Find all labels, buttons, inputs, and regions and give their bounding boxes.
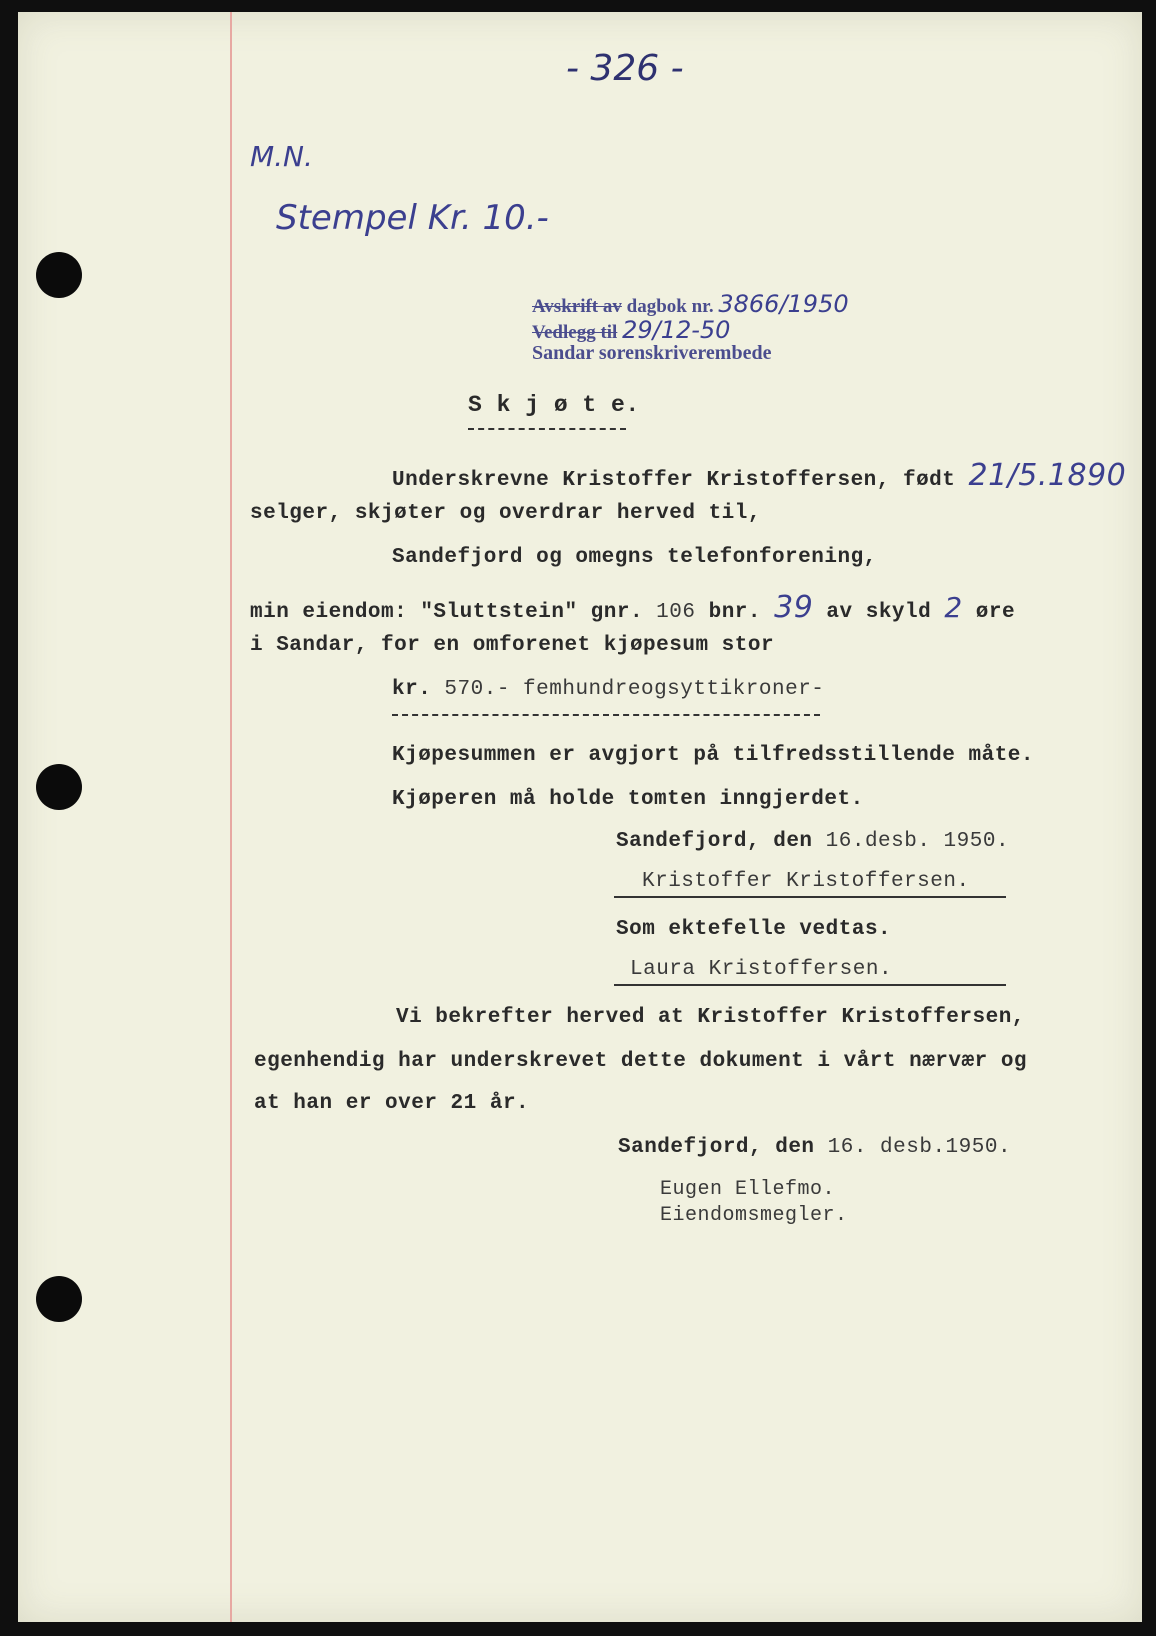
title-underline [468,428,626,430]
signature-seller: Kristoffer Kristoffersen. [642,870,970,893]
stamp-office: Sandar sorenskriverembede [532,342,772,364]
buyer-name: Sandefjord og omegns telefonforening, [392,546,877,569]
signature-spouse: Laura Kristoffersen. [630,958,893,981]
stamp-date: 29/12-50 [622,316,731,344]
stamp-printed-avskrift: Avskrift av [532,296,622,317]
body-line-2: selger, skjøter og overdrar herved til, [250,502,761,525]
document-page [18,12,1142,1622]
date-line-2: Sandefjord, den 16. desb.1950. [618,1136,1012,1159]
page-number: - 326 - [566,48,684,89]
date-line-1: Sandefjord, den 16.desb. 1950. [616,830,1010,853]
price-words: femhundreogsyttikroner- [523,678,825,701]
body-line-6: Kjøpesummen er avgjort på tilfredsstillende måte. [392,744,1035,767]
stamp-dagbok-number: 3866/1950 [718,290,849,318]
birth-date-hand: 21/5.1890 [968,458,1127,493]
punch-hole [36,764,82,810]
price-underline [392,714,820,716]
spouse-consent: Som ektefelle vedtas. [616,918,892,941]
document-title: S k j ø t e. [468,392,640,418]
date-value-1: 16.desb. 1950. [825,830,1010,853]
price-line: kr. 570.- femhundreogsyttikroner- [392,678,825,701]
gnr-value: 106 [656,601,696,624]
marginal-note: M.N. [250,140,313,173]
margin-line [230,12,232,1622]
price-amount: 570.- [444,678,510,701]
stamp-printed-vedlegg: Vedlegg til [532,322,618,343]
broker-name: Eugen Ellefmo. [660,1178,836,1201]
body-line-5: i Sandar, for en omforenet kjøpesum stor [250,634,775,657]
signature-line-2 [614,984,1006,986]
broker-title: Eiendomsmegler. [660,1204,848,1227]
skyld-value: 2 [944,591,963,624]
signature-line-1 [614,896,1006,898]
punch-hole [36,252,82,298]
body-line-4: min eiendom: "Sluttstein" gnr. 106 bnr. 39 av skyld 2 øre [250,590,1016,625]
stamp-dagbok-label: dagbok nr. [626,296,714,317]
punch-hole [36,1276,82,1322]
stamp-fee-note: Stempel Kr. 10.- [276,198,549,238]
date-value-2: 16. desb.1950. [827,1136,1012,1159]
witness-line-3: at han er over 21 år. [254,1092,530,1115]
body-line-1: Underskrevne Kristoffer Kristoffersen, født 21/5.1890 [392,458,1127,493]
body-line-7: Kjøperen må holde tomten inngjerdet. [392,788,864,811]
bnr-value: 39 [774,590,814,625]
witness-line-1: Vi bekrefter herved at Kristoffer Kristoffersen, [396,1006,1025,1029]
witness-line-2: egenhendig har underskrevet dette dokument i vårt nærvær og [254,1050,1028,1073]
